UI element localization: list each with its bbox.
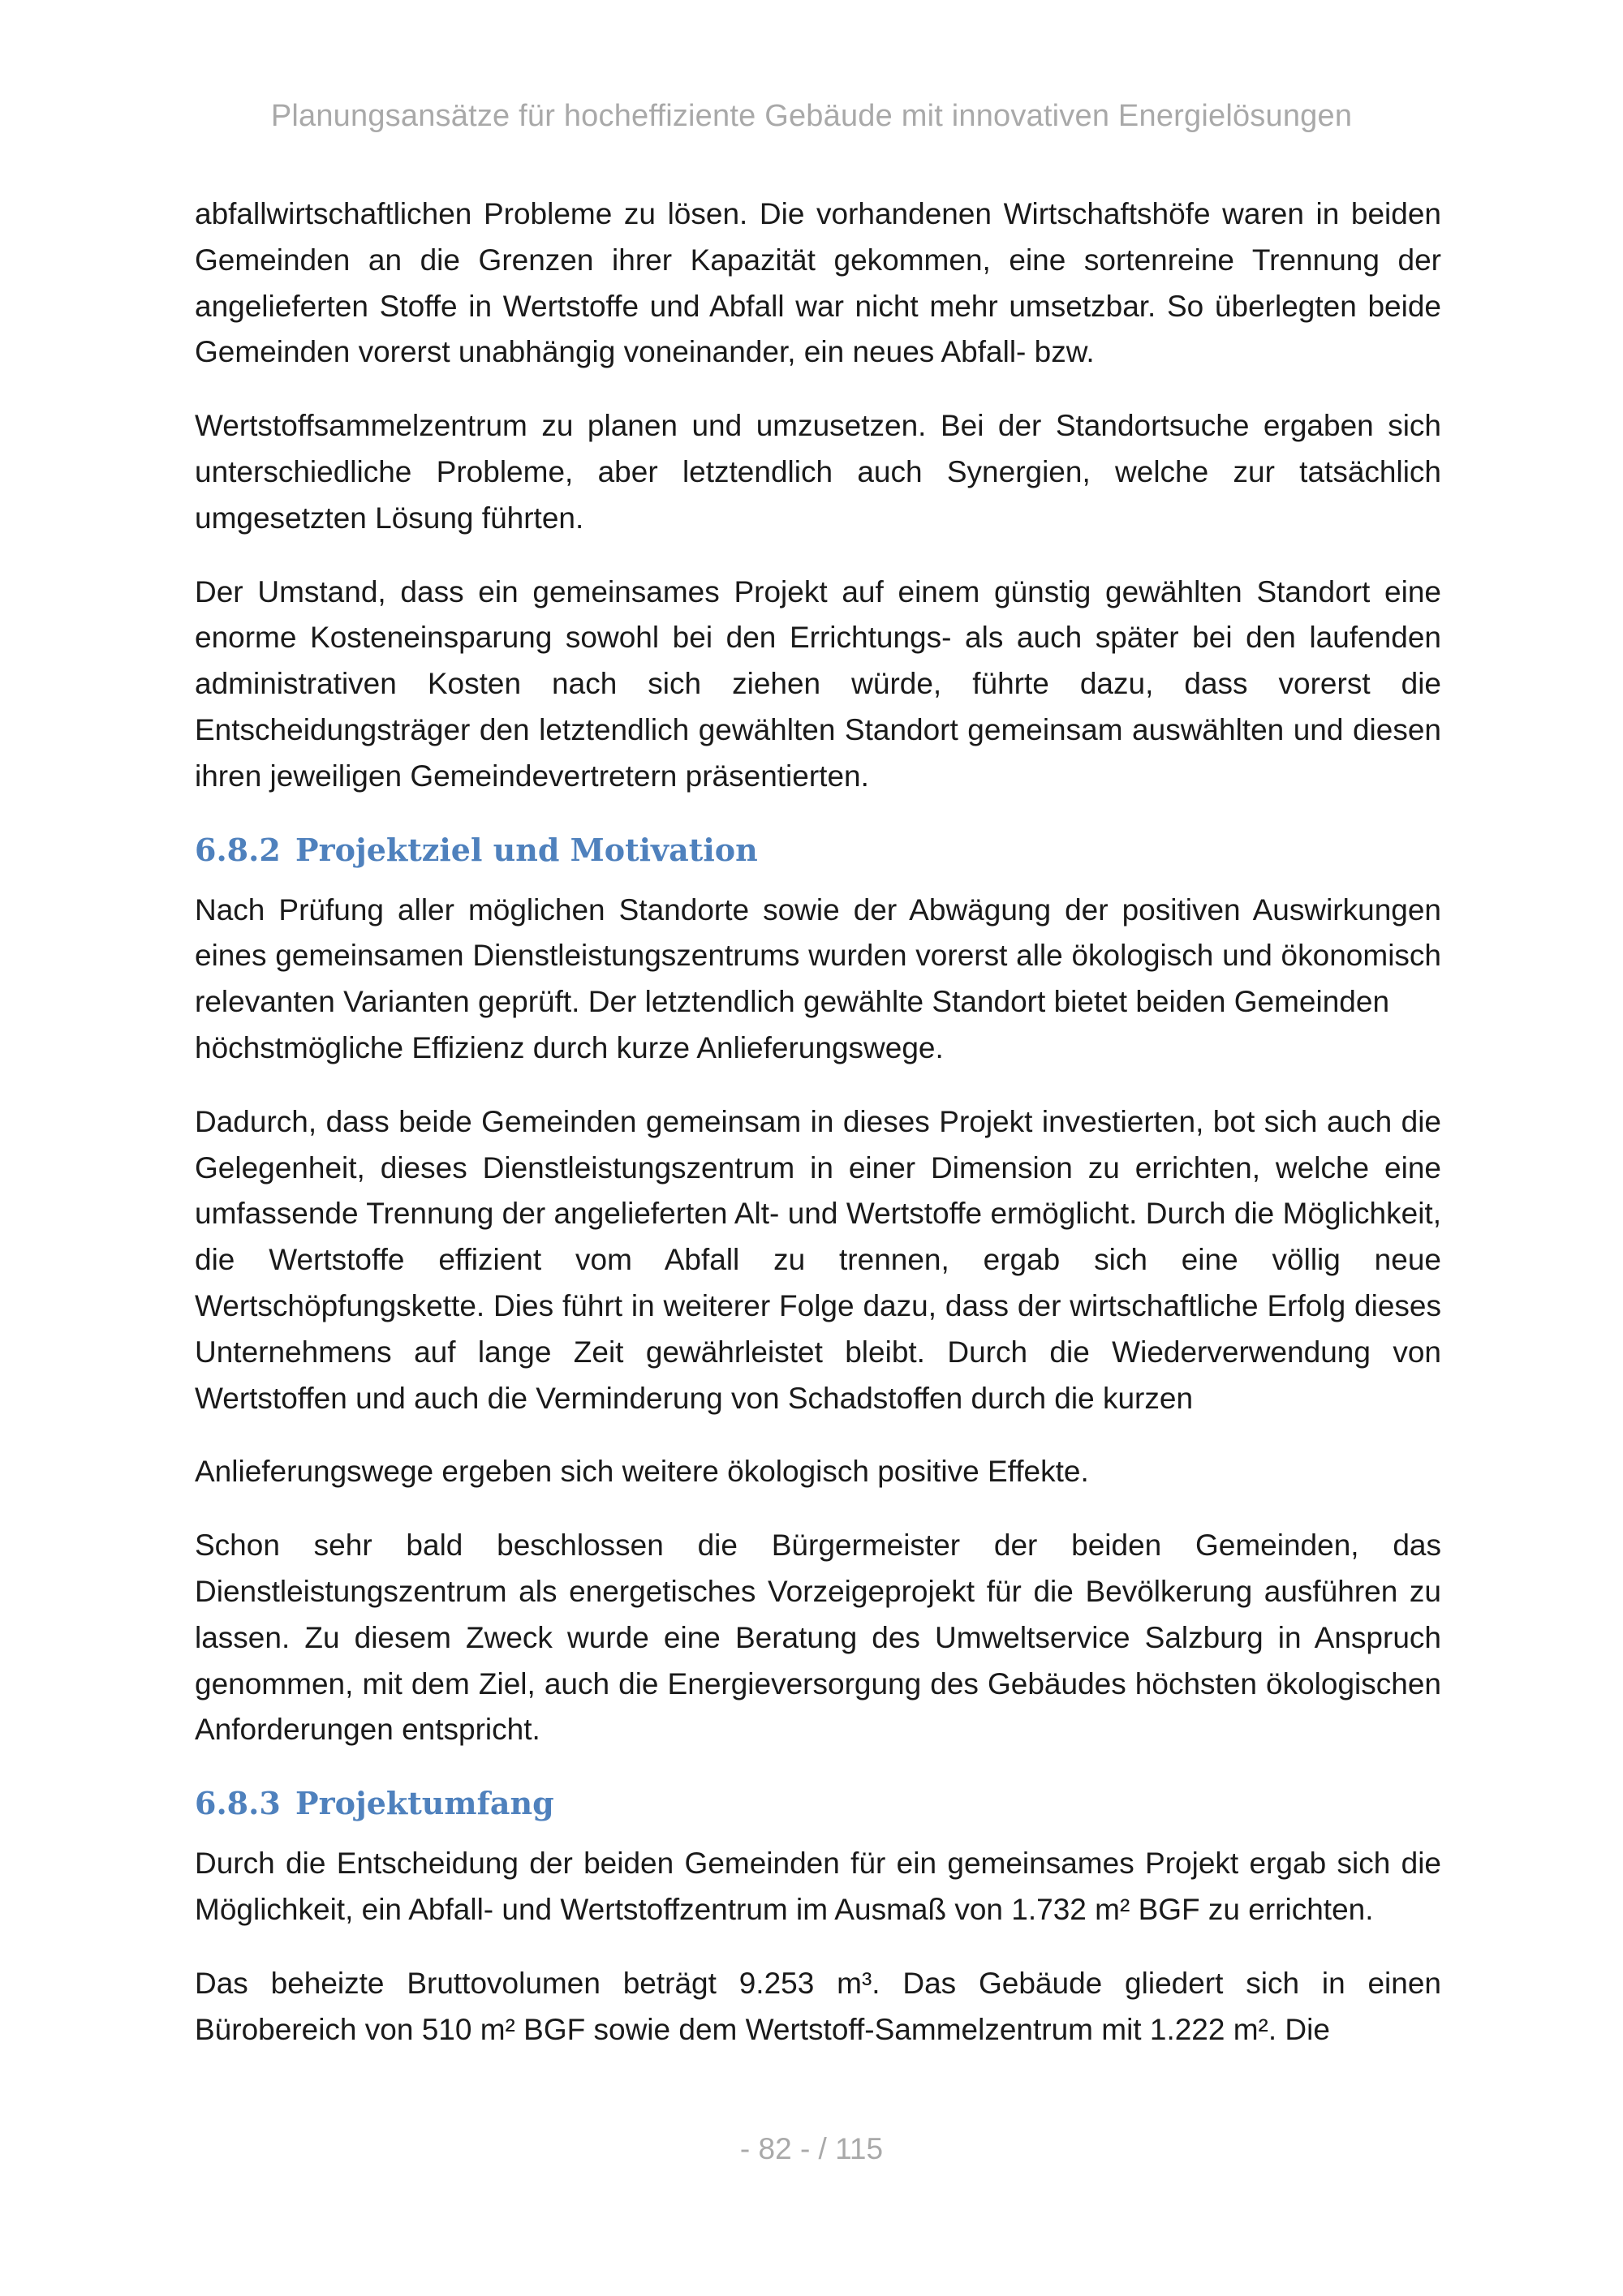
section-number: 6.8.2 — [195, 831, 281, 868]
paragraph-4-continuation: höchstmögliche Effizienz durch kurze Anlieferungswege. — [195, 1030, 944, 1064]
section-heading-6-8-3 — [195, 1781, 1441, 1826]
section-title: Projektziel und Motivation — [295, 831, 758, 868]
paragraph-4-text: Nach Prüfung aller möglichen Standorte sowie der Abwägung der positiven Auswirkungen eines gemeinsamen Dienstleistungszentrums wurden vorerst alle ökologisch und ökonomisch relevanten Varianten geprüft. Der letztendlich gewählte Standort bietet beiden Gemeinden — [195, 892, 1441, 1019]
document-body — [195, 191, 1441, 2080]
section-title: Projektumfang — [295, 1785, 554, 1822]
paragraph-5: Dadurch, dass beide Gemeinden gemeinsam in dieses Projekt investierten, bot sich auch die Gelegenheit, dieses Dienstleistungszentrum in einer Dimension zu errichten, welche eine umfassende Trennung der angelieferten Alt- und Wertstoffe ermöglicht. Durch die Möglichkeit, die Wertstoffe effizient vom Abfall zu trennen, ergab sich eine völlig neue Wertschöpfungskette. Dies führt in weiterer Folge dazu, dass der wirtschaftliche Erfolg dieses Unternehmens auf lange Zeit gewährleistet bleibt. Durch die Wiederverwendung von Wertstoffen und auch die Verminderung von Schadstoffen durch die kurzen — [195, 1104, 1441, 1415]
paragraph-1: abfallwirtschaftlichen Probleme zu lösen. Die vorhandenen Wirtschaftshöfe waren in beiden Gemeinden an die Grenzen ihrer Kapazität gekommen, eine sortenreine Trennung der angelieferten Stoffe in Wertstoffe und Abfall war nicht mehr umsetzbar. So überlegten beide Gemeinden vorerst unabhängig voneinander, ein neues Abfall- bzw. — [195, 197, 1441, 369]
paragraph-7: Schon sehr bald beschlossen die Bürgermeister der beiden Gemeinden, das Dienstleistungszentrum als energetisches Vorzeigeprojekt für die Bevölkerung ausführen zu lassen. Zu diesem Zweck wurde eine Beratung des Umweltservice Salzburg in Anspruch genommen, mit dem Ziel, auch die Energieversorgung des Gebäudes höchsten ökologischen Anforderungen entspricht. — [195, 1529, 1441, 1747]
paragraph-2: Wertstoffsammelzentrum zu planen und umzusetzen. Bei der Standortsuche ergaben sich unterschiedliche Probleme, aber letztendlich auch Synergien, welche zur tatsächlich umgesetzten Lösung führten. — [195, 409, 1441, 535]
paragraph-4 — [195, 888, 1441, 1072]
paragraph-3: Der Umstand, dass ein gemeinsames Projekt auf einem günstig gewählten Standort eine enorme Kosteneinsparung sowohl bei den Errichtungs- als auch später bei den laufenden administrativen Kosten nach sich ziehen würde, führte dazu, dass vorerst die Entscheidungsträger den letztendlich gewählten Standort gemeinsam auswählten und diesen ihren jeweiligen Gemeindevertretern präsentierten. — [195, 574, 1441, 793]
page-number: - 82 - / 115 — [739, 2132, 884, 2165]
paragraph-8: Durch die Entscheidung der beiden Gemeinden für ein gemeinsames Projekt ergab sich die Möglichkeit, ein Abfall- und Wertstoffzentrum im Ausmaß von 1.732 m² BGF zu errichten. — [195, 1847, 1441, 1926]
section-number: 6.8.3 — [195, 1785, 281, 1822]
paragraph-6: Anlieferungswege ergeben sich weitere ökologisch positive Effekte. — [195, 1455, 1089, 1489]
section-heading-6-8-2 — [195, 828, 1441, 873]
running-header: Planungsansätze für hocheffiziente Gebäude mit innovativen Energielösungen — [270, 99, 1353, 133]
paragraph-9: Das beheizte Bruttovolumen beträgt 9.253 m³. Das Gebäude gliedert sich in einen Bürobereich von 510 m² BGF sowie dem Wertstoff-Sammelzentrum mit 1.222 m². Die — [195, 1966, 1441, 2046]
